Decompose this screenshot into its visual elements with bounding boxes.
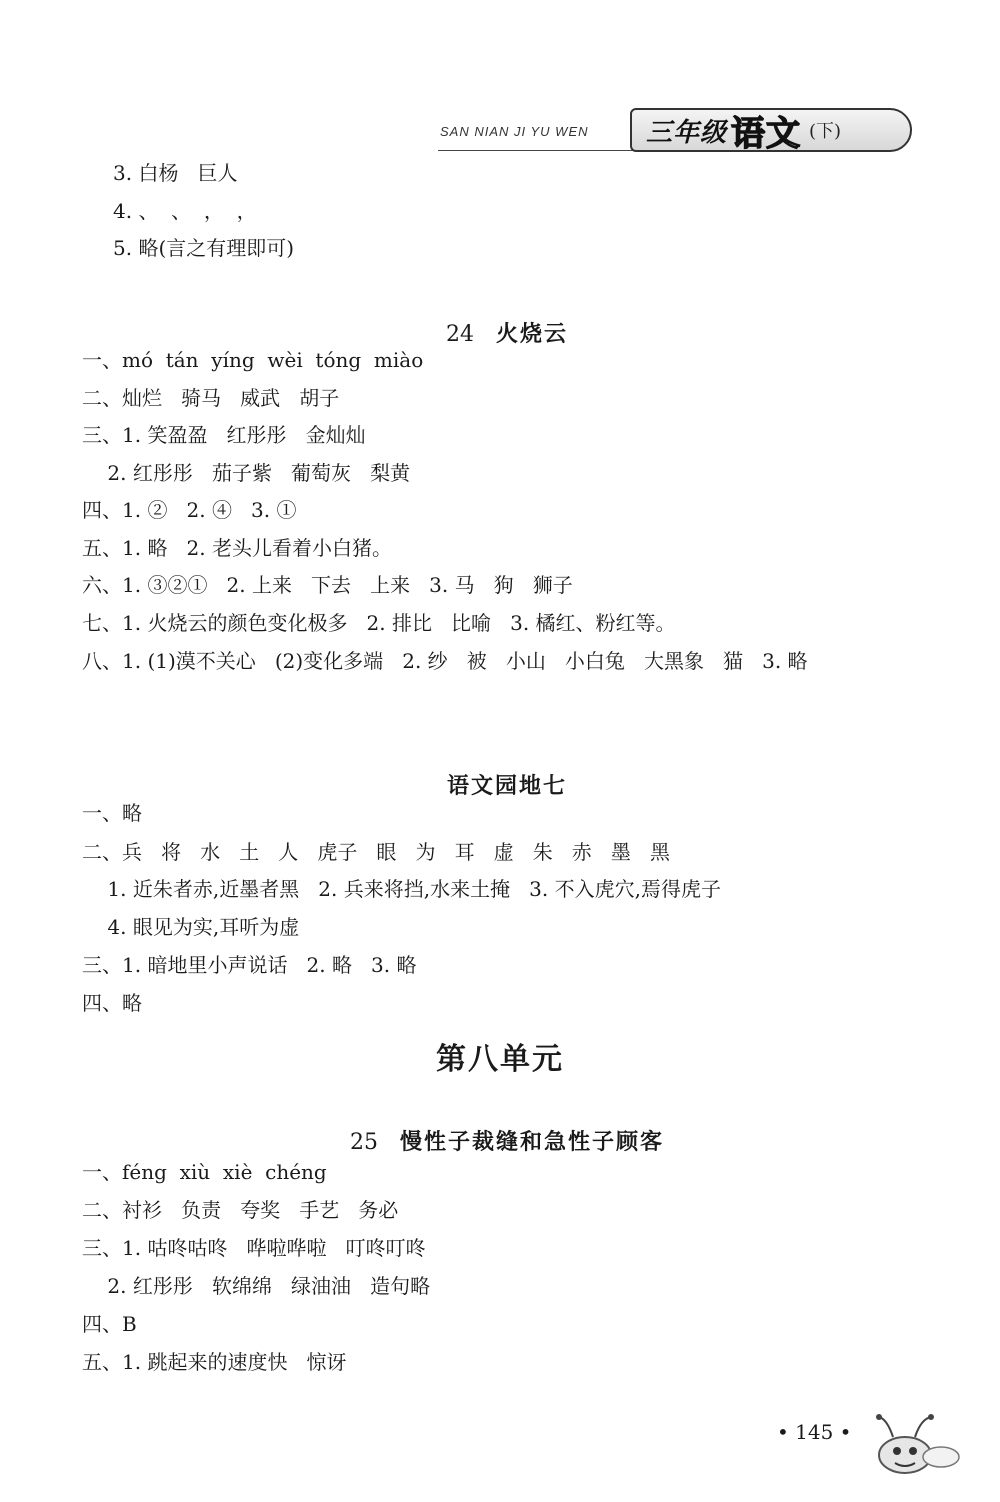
section-title [0,292,1000,348]
answer-line: 二、衬衫 负责 夸奖 手艺 务必 [82,1198,399,1222]
header-badge [630,108,912,152]
answer-line: 5. 略(言之有理即可) [113,236,295,260]
section-title [0,1100,1000,1156]
header-grade: 三年级 [646,117,728,148]
answer-line: 六、1. ③②① 2. 上来 下去 上来 3. 马 狗 狮子 [82,573,573,597]
answer-line: 五、1. 跳起来的速度快 惊讶 [82,1350,347,1374]
answer-line: 4. 、 、 ， ， [113,199,257,223]
answer-line: 一、mó tán yíng wèi tóng miào [82,348,424,372]
answer-line: 四、B [82,1312,137,1336]
answer-line: 二、兵 将 水 土 人 虎子 眼 为 耳 虚 朱 赤 墨 黑 [82,840,670,864]
header-subject: 语文 [731,113,802,154]
answer-line: 一、féng xiù xiè chéng [82,1160,327,1184]
header-rule [438,150,643,151]
answer-line: 1. 近朱者赤,近墨者黑 2. 兵来将挡,水来土掩 3. 不入虎穴,焉得虎子 [82,877,721,901]
bee-mascot-icon [845,1405,985,1485]
section-number: 24 [445,322,474,347]
answer-line: 四、略 [82,991,142,1015]
section-title-text: 语文园地七 [446,774,567,799]
unit-title: 第八单元 [436,1042,564,1077]
section-number: 25 [349,1130,378,1155]
answer-line: 四、1. ② 2. ④ 3. ① [82,498,297,522]
section-title [0,744,1000,800]
answer-line: 二、灿烂 骑马 威武 胡子 [82,386,340,410]
answer-line: 七、1. 火烧云的颜色变化极多 2. 排比 比喻 3. 橘红、粉红等。 [82,611,676,635]
section-title-text: 慢性子裁缝和急性子顾客 [399,1130,664,1155]
answer-line: 三、1. 暗地里小声说话 2. 略 3. 略 [82,953,417,977]
answer-line: 三、1. 笑盈盈 红彤彤 金灿灿 [82,423,366,447]
header-volume: (下) [809,121,842,142]
header-pinyin: SAN NIAN JI YU WEN [440,124,589,139]
answer-line: 八、1. (1)漠不关心 (2)变化多端 2. 纱 被 小山 小白兔 大黑象 猫 3. 略 [82,649,808,673]
section-title-text: 火烧云 [495,322,568,347]
answer-line: 五、1. 略 2. 老头儿看着小白猪。 [82,536,392,560]
answer-line: 一、略 [82,801,142,825]
answer-line: 三、1. 咕咚咕咚 哗啦哗啦 叮咚叮咚 [82,1236,426,1260]
answer-line: 2. 红彤彤 茄子紫 葡萄灰 梨黄 [82,461,411,485]
answer-line: 4. 眼见为实,耳听为虚 [82,915,300,939]
answer-line: 2. 红彤彤 软绵绵 绿油油 造句略 [82,1274,431,1298]
answer-line: 3. 白杨 巨人 [113,161,238,185]
page-number: • 145 • [777,1420,852,1444]
